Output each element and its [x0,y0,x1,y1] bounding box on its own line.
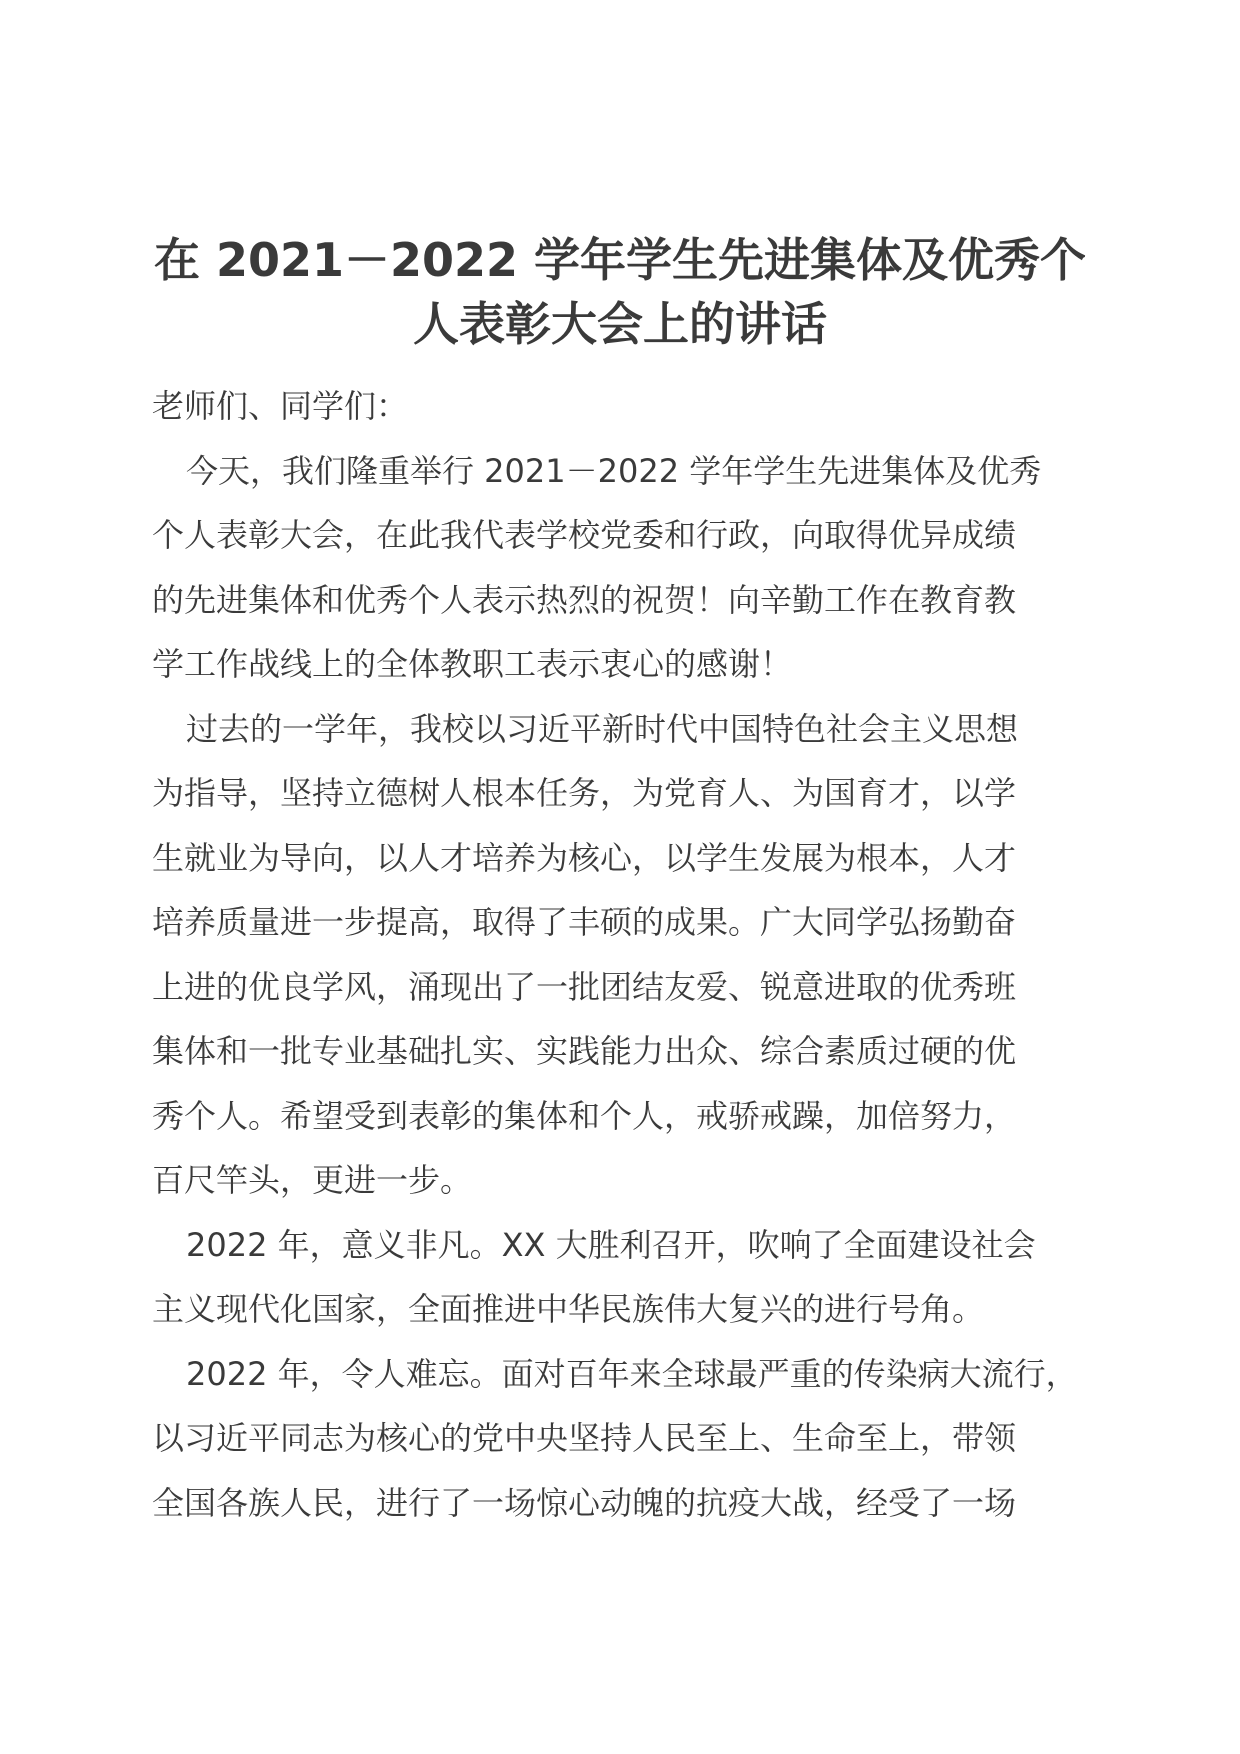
title-line-2: 人表彰大会上的讲话 [413,297,827,351]
paragraph-1-line: 学工作战线上的全体教职工表示衷心的感谢！ [152,645,793,683]
paragraph-1-line: 的先进集体和优秀个人表示热烈的祝贺！向辛勤工作在教育教 [152,580,1017,619]
paragraph-2-line: 过去的一学年，我校以习近平新时代中国特色社会主义思想 [186,709,1019,748]
paragraph-4-line: 以习近平同志为核心的党中央坚持人民至上、生命至上，带领 [152,1419,1017,1457]
paragraph-1-line: 今天，我们隆重举行 2021－2022 学年学生先进集体及优秀 [186,451,1042,490]
paragraph-2-line: 上进的优良学风，涌现出了一批团结友爱、锐意进取的优秀班 [152,967,1017,1006]
paragraph-2-line: 培养质量进一步提高，取得了丰硕的成果。广大同学弘扬勤奋 [152,903,1017,941]
paragraph-4-line: 全国各族人民，进行了一场惊心动魄的抗疫大战，经受了一场 [152,1483,1017,1522]
paragraph-2-line: 集体和一批专业基础扎实、实践能力出众、综合素质过硬的优 [152,1032,1017,1070]
document-body [152,374,1112,1535]
document-title [150,228,1090,356]
paragraph-2-line: 为指导，坚持立德树人根本任务，为党育人、为国育才，以学 [152,774,1017,812]
paragraph-4-line: 2022 年，令人难忘。面对百年来全球最严重的传染病大流行， [186,1354,1078,1393]
paragraph-3-line: 2022 年，意义非凡。XX 大胜利召开，吹响了全面建设社会 [186,1225,1036,1264]
paragraph-1-line: 个人表彰大会，在此我代表学校党委和行政，向取得优异成绩 [152,516,1017,554]
paragraph-2-line: 百尺竿头，更进一步。 [152,1161,473,1199]
salutation: 老师们、同学们： [152,387,409,425]
paragraph-2-line: 秀个人。希望受到表彰的集体和个人，戒骄戒躁，加倍努力， [152,1096,1017,1135]
paragraph-2-line: 生就业为导向，以人才培养为核心，以学生发展为根本，人才 [152,838,1017,877]
paragraph-3-line: 主义现代化国家，全面推进中华民族伟大复兴的进行号角。 [152,1290,985,1328]
title-line-1: 在 2021－2022 学年学生先进集体及优秀个 [153,233,1087,287]
